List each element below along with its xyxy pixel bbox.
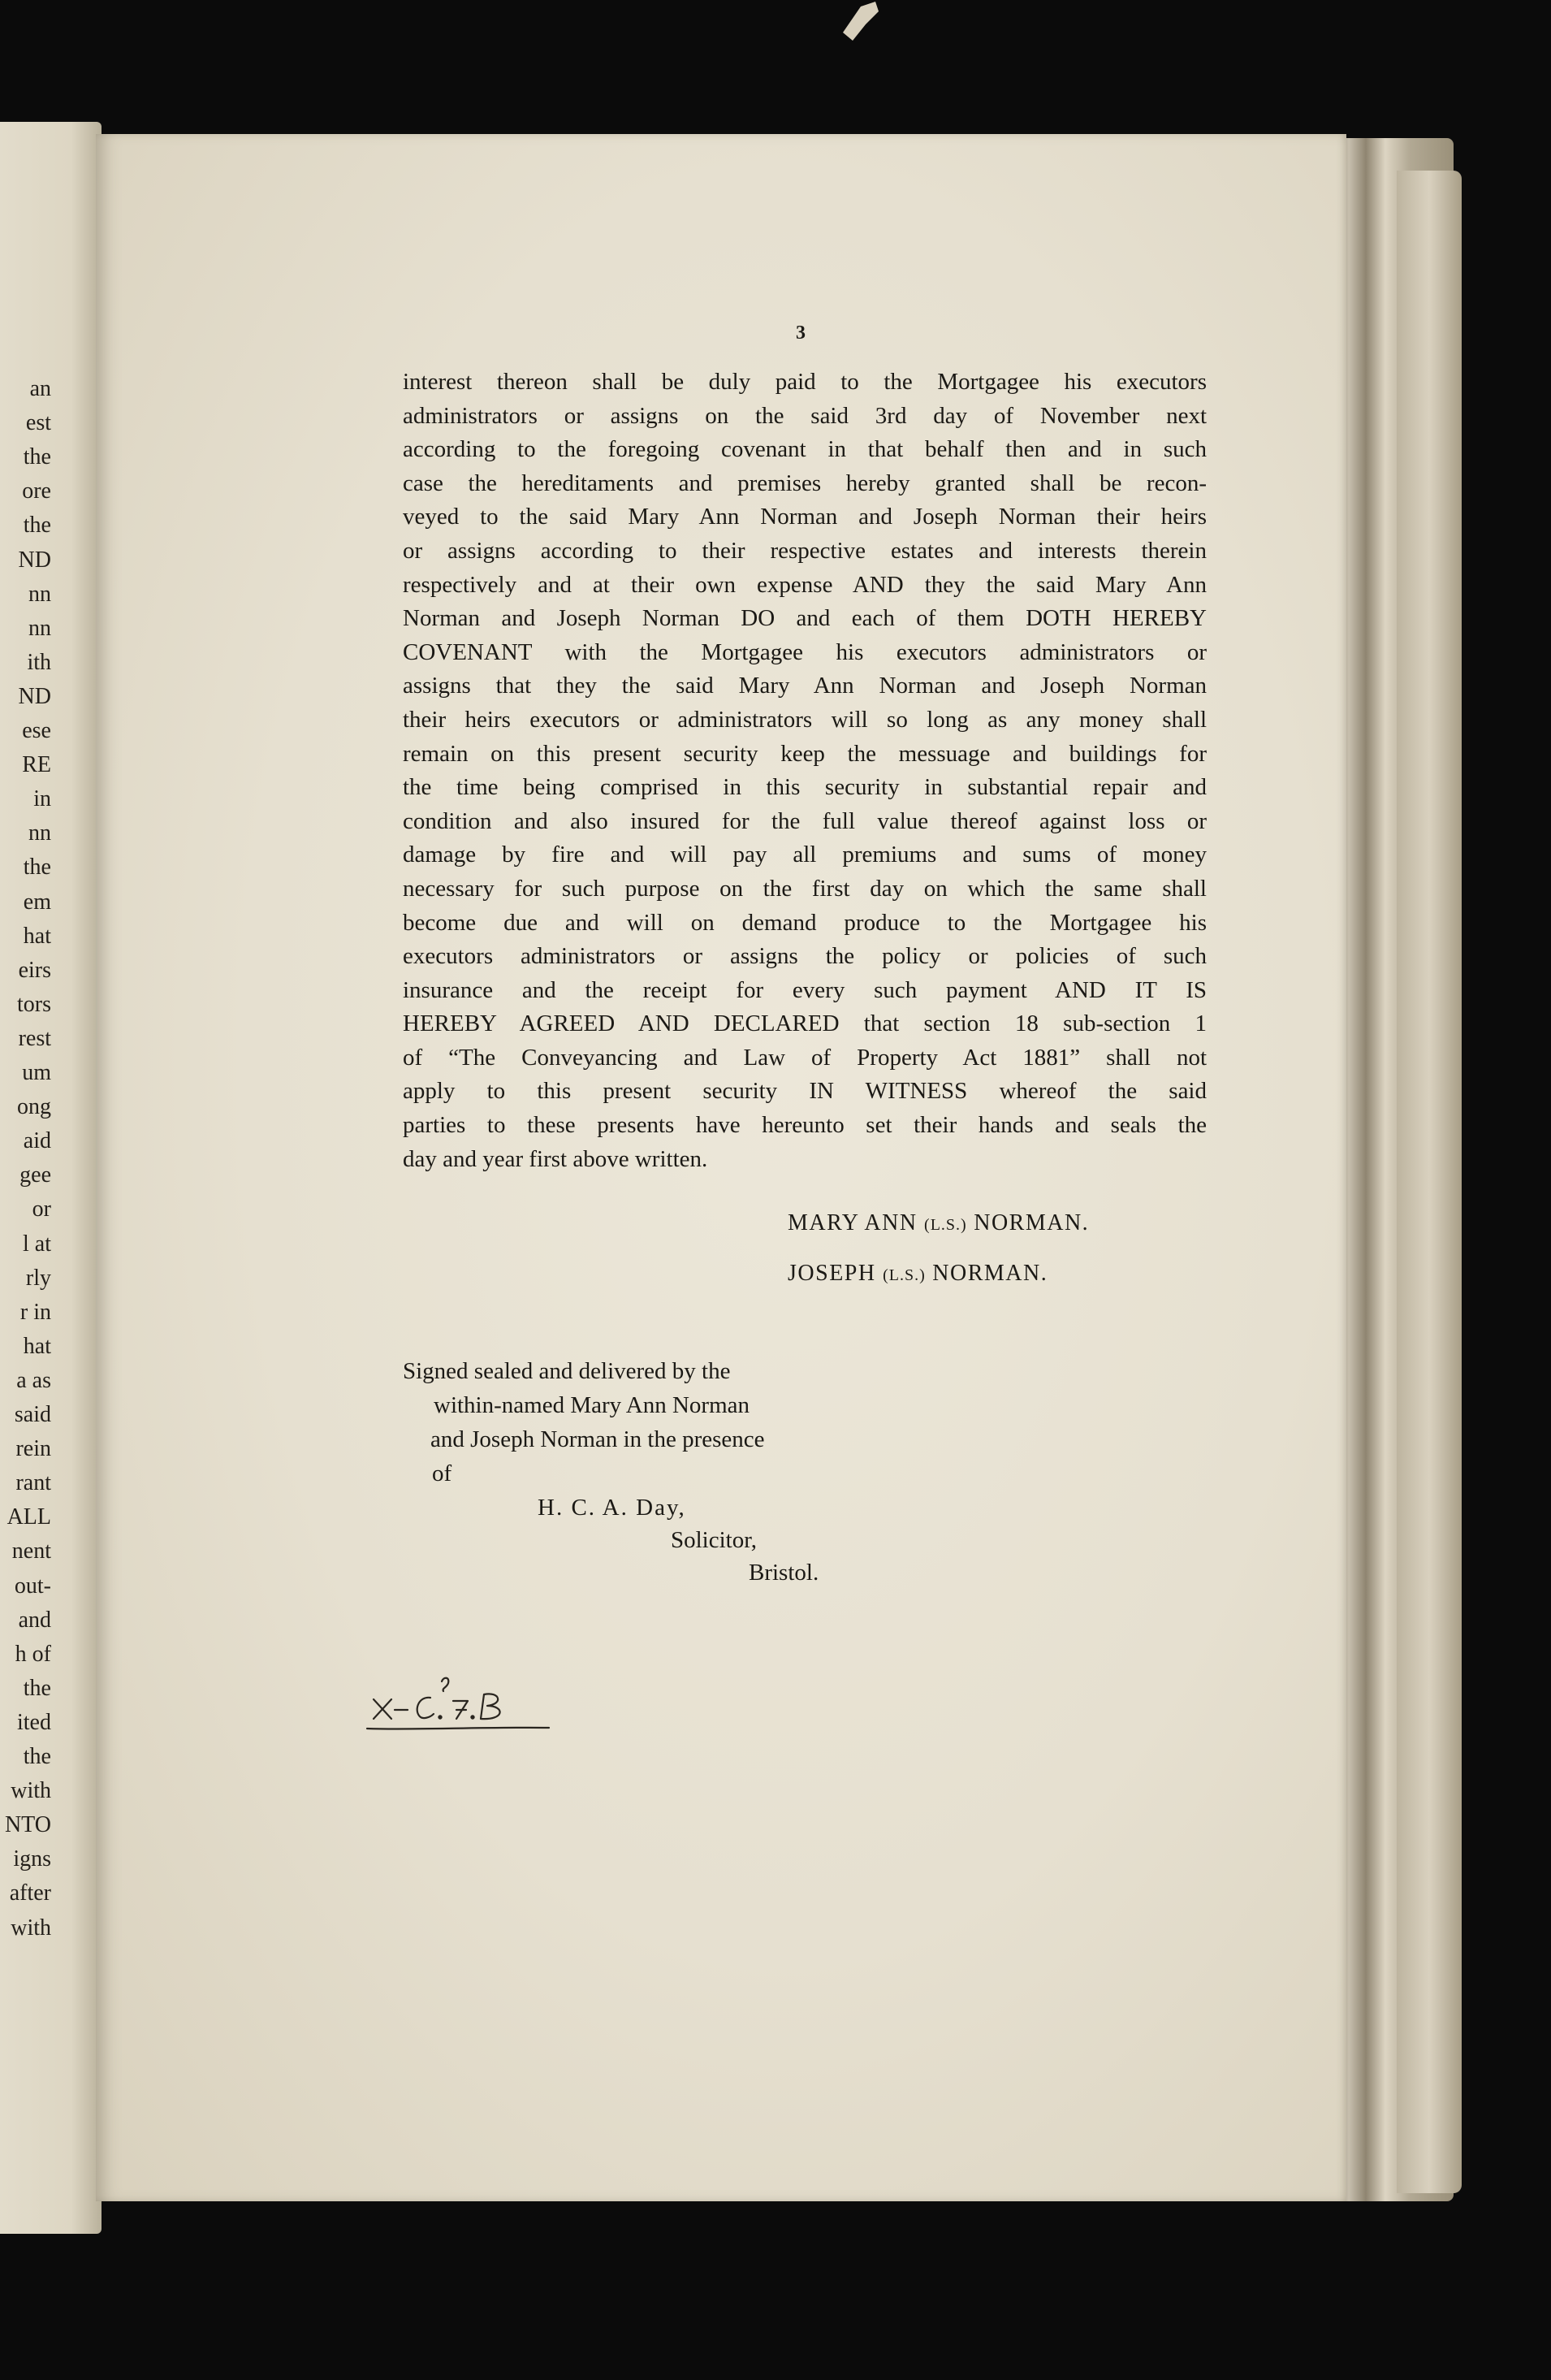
attestation-line: of <box>432 1460 452 1486</box>
previous-page-fragment: the <box>23 1744 51 1769</box>
previous-page-fragment: tors <box>17 991 51 1017</box>
previous-page-fragment: the <box>23 513 51 539</box>
previous-page-fragment: RE <box>22 752 51 778</box>
previous-page-fragment: with <box>11 1778 51 1804</box>
body-line: day and year first above written. <box>403 1145 708 1172</box>
previous-page-fragment: l at <box>23 1231 51 1257</box>
body-line: necessary for such purpose on the first day on which the same shall <box>403 875 1207 902</box>
body-line: veyed to the said Mary Ann Norman and Joseph Norman their heirs <box>403 504 1207 530</box>
body-line: become due and will on demand produce to the Mortgagee his <box>403 909 1207 936</box>
previous-page-fragment: h of <box>15 1641 51 1667</box>
previous-page-fragment: aid <box>23 1128 51 1154</box>
previous-page-fragment: ore <box>22 478 51 504</box>
previous-page-fragment: or <box>32 1196 51 1222</box>
body-line: insurance and the receipt for every such payment AND IT IS <box>403 976 1207 1003</box>
attestation-line: and Joseph Norman in the presence <box>430 1426 765 1452</box>
previous-page-fragment: the <box>23 855 51 881</box>
previous-page-fragment: igns <box>13 1846 51 1872</box>
previous-page-fragment: ALL <box>6 1504 51 1530</box>
body-line: assigns that they the said Mary Ann Norman and Joseph Norman <box>403 673 1207 699</box>
seal-mark: (L.S.) <box>924 1216 967 1234</box>
previous-page-fragment: hat <box>23 1333 51 1359</box>
previous-page-fragment: em <box>23 889 51 915</box>
body-line: case the hereditaments and premises hereby granted shall be recon- <box>403 470 1207 496</box>
signature-mary-ann-norman <box>788 1210 1089 1236</box>
previous-page-fragment: ese <box>22 718 51 743</box>
previous-page-fragment: in <box>33 786 51 812</box>
previous-page-fragment: hat <box>23 923 51 949</box>
previous-page-fragment: after <box>9 1880 51 1906</box>
previous-page-fragment: rest <box>18 1025 51 1051</box>
signature-first-name: JOSEPH <box>788 1261 876 1286</box>
body-line: or assigns according to their respective estates and interests therein <box>403 537 1207 564</box>
previous-page-fragment: the <box>23 444 51 470</box>
body-line: the time being comprised in this security in substantial repair and <box>403 774 1207 801</box>
body-text <box>403 366 1207 1176</box>
previous-page-fragment: ith <box>27 649 51 675</box>
previous-page-fragment: ND <box>18 547 51 573</box>
previous-page-fragment: and <box>18 1607 51 1633</box>
previous-page-fragment: ong <box>17 1094 51 1120</box>
previous-page-fragment: the <box>23 1675 51 1701</box>
previous-page-fragment: nent <box>11 1538 51 1564</box>
body-line: of “The Conveyancing and Law of Property Act 1881” shall not <box>403 1044 1207 1071</box>
previous-page-fragment: nn <box>28 615 51 641</box>
witness-place: Bristol. <box>749 1560 819 1586</box>
body-line: their heirs executors or administrators will so long as any money shall <box>403 706 1207 733</box>
previous-page-fragment: said <box>14 1402 51 1427</box>
body-line: condition and also insured for the full value thereof against loss or <box>403 807 1207 834</box>
body-line: Norman and Joseph Norman DO and each of them DOTH HEREBY <box>403 605 1207 632</box>
body-line: interest thereon shall be duly paid to the Mortgagee his executors <box>403 369 1207 395</box>
seal-mark: (L.S.) <box>883 1266 926 1284</box>
previous-page-fragment: rly <box>25 1265 51 1291</box>
body-line: COVENANT with the Mortgagee his executors administrators or <box>403 638 1207 665</box>
page-edges-outer <box>1397 171 1462 2193</box>
previous-page-fragment: eirs <box>18 957 51 983</box>
previous-page-fragment: rant <box>15 1470 51 1496</box>
body-line: parties to these presents have hereunto set their hands and seals the <box>403 1112 1207 1139</box>
signature-last-name: NORMAN. <box>932 1261 1048 1286</box>
body-line: administrators or assigns on the said 3rd day of November next <box>403 402 1207 429</box>
attestation-line: Signed sealed and delivered by the <box>403 1358 731 1384</box>
previous-page-fragment: est <box>25 410 51 436</box>
body-line: respectively and at their own expense AND they the said Mary Ann <box>403 571 1207 598</box>
page-number: 3 <box>796 322 806 344</box>
previous-page-fragment: rein <box>15 1436 51 1462</box>
body-line: according to the foregoing covenant in that behalf then and in such <box>403 436 1207 463</box>
witness-name: H. C. A. Day, <box>538 1495 686 1521</box>
previous-page-fragment: out- <box>14 1573 51 1599</box>
previous-page-fragment: r in <box>19 1299 51 1325</box>
witness-title: Solicitor, <box>671 1527 757 1553</box>
handwritten-shelfmark <box>365 1665 560 1738</box>
signature-first-name: MARY ANN <box>788 1210 918 1235</box>
signature-last-name: NORMAN. <box>974 1210 1090 1235</box>
body-line: executors administrators or assigns the policy or policies of such <box>403 943 1207 970</box>
previous-page-fragment: nn <box>28 820 51 846</box>
signature-joseph-norman <box>788 1261 1048 1287</box>
previous-page-fragment: gee <box>19 1162 51 1188</box>
paper-scrap <box>836 0 885 45</box>
previous-page-fragment: with <box>11 1915 51 1941</box>
previous-page-fragment: NTO <box>4 1812 51 1838</box>
previous-page-fragment: nn <box>28 581 51 607</box>
previous-page-fragment: ited <box>17 1709 51 1735</box>
attestation-line: within-named Mary Ann Norman <box>434 1392 750 1418</box>
previous-page-fragment: ND <box>18 683 51 709</box>
previous-page-fragment: um <box>22 1060 51 1085</box>
body-line: remain on this present security keep the messuage and buildings for <box>403 740 1207 767</box>
body-line: apply to this present security IN WITNESS whereof the said <box>403 1078 1207 1105</box>
body-line: HEREBY AGREED AND DECLARED that section 18 sub-section 1 <box>403 1010 1207 1037</box>
previous-page-fragment: an <box>29 376 51 401</box>
body-line: damage by fire and will pay all premiums and sums of money <box>403 842 1207 868</box>
previous-page <box>0 122 102 2234</box>
previous-page-fragment: a as <box>16 1367 51 1393</box>
